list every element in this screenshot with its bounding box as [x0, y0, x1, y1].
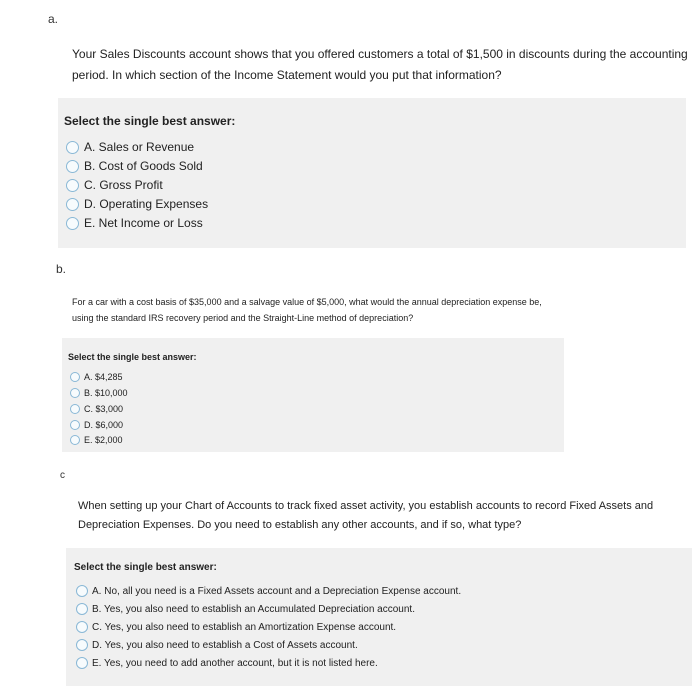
option-label: D. $6,000	[84, 420, 124, 430]
question-b-line-1: For a car with a cost basis of $35,000 and a salvage value of $5,000, what would the annual depreciation expense be,	[72, 297, 542, 307]
option-label: B. $10,000	[84, 388, 128, 398]
radio-icon[interactable]	[70, 404, 80, 414]
question-a-text	[72, 44, 688, 86]
option-b-A[interactable]	[70, 370, 123, 384]
option-a-B[interactable]	[66, 157, 203, 175]
section-b-label: b.	[56, 262, 67, 276]
section-a-label: a.	[48, 12, 59, 26]
prompt-a: Select the single best answer:	[64, 114, 236, 128]
option-c-B[interactable]	[76, 601, 415, 617]
question-a-line-2: period. In which section of the Income Statement would you put that information?	[72, 68, 502, 82]
prompt-b: Select the single best answer:	[68, 352, 197, 362]
question-a-line-1: Your Sales Discounts account shows that you offered customers a total of $1,500 in discounts during the accounting	[72, 47, 688, 61]
option-label: C. Yes, you also need to establish an Amortization Expense account.	[92, 621, 397, 633]
option-label: A. $4,285	[84, 372, 123, 382]
option-b-B[interactable]	[70, 386, 128, 400]
option-c-A[interactable]	[76, 583, 461, 599]
section-c-label: c	[60, 470, 65, 481]
option-a-A[interactable]	[66, 138, 194, 156]
radio-icon[interactable]	[66, 160, 79, 173]
radio-icon[interactable]	[66, 198, 79, 211]
option-a-C[interactable]	[66, 176, 163, 194]
radio-icon[interactable]	[76, 657, 88, 669]
radio-icon[interactable]	[66, 141, 79, 154]
option-a-E[interactable]	[66, 214, 203, 232]
option-label: B. Cost of Goods Sold	[84, 159, 203, 173]
question-c-line-1: When setting up your Chart of Accounts to track fixed asset activity, you establish accounts to record Fixed Assets and	[78, 500, 654, 512]
option-label: E. Net Income or Loss	[84, 216, 203, 230]
option-b-C[interactable]	[70, 402, 123, 416]
radio-icon[interactable]	[76, 603, 88, 615]
option-label: C. $3,000	[84, 404, 124, 414]
radio-icon[interactable]	[66, 217, 79, 230]
question-b-line-2: using the standard IRS recovery period and the Straight-Line method of depreciation?	[72, 313, 414, 323]
option-label: B. Yes, you also need to establish an Accumulated Depreciation account.	[92, 603, 415, 615]
option-b-E[interactable]	[70, 433, 123, 447]
option-label: C. Gross Profit	[84, 178, 163, 192]
radio-icon[interactable]	[76, 639, 88, 651]
prompt-c: Select the single best answer:	[74, 562, 217, 573]
option-label: A. Sales or Revenue	[84, 140, 195, 154]
radio-icon[interactable]	[66, 179, 79, 192]
option-label: A. No, all you need is a Fixed Assets account and a Depreciation Expense account.	[92, 585, 462, 597]
radio-icon[interactable]	[70, 420, 80, 430]
radio-icon[interactable]	[76, 621, 88, 633]
option-c-C[interactable]	[76, 619, 396, 635]
option-label: E. Yes, you need to add another account, but it is not listed here.	[92, 657, 378, 669]
option-b-D[interactable]	[70, 418, 123, 432]
question-c-line-2: Depreciation Expenses. Do you need to establish any other accounts, and if so, what type?	[78, 519, 522, 531]
option-a-D[interactable]	[66, 195, 208, 213]
radio-icon[interactable]	[76, 585, 88, 597]
option-label: D. Yes, you also need to establish a Cost of Assets account.	[92, 639, 358, 651]
option-label: D. Operating Expenses	[84, 197, 209, 211]
option-c-D[interactable]	[76, 637, 358, 653]
option-label: E. $2,000	[84, 435, 123, 445]
question-b-text	[72, 294, 542, 326]
radio-icon[interactable]	[70, 372, 80, 382]
question-c-text	[78, 497, 653, 535]
radio-icon[interactable]	[70, 388, 80, 398]
option-c-E[interactable]	[76, 655, 378, 671]
radio-icon[interactable]	[70, 435, 80, 445]
